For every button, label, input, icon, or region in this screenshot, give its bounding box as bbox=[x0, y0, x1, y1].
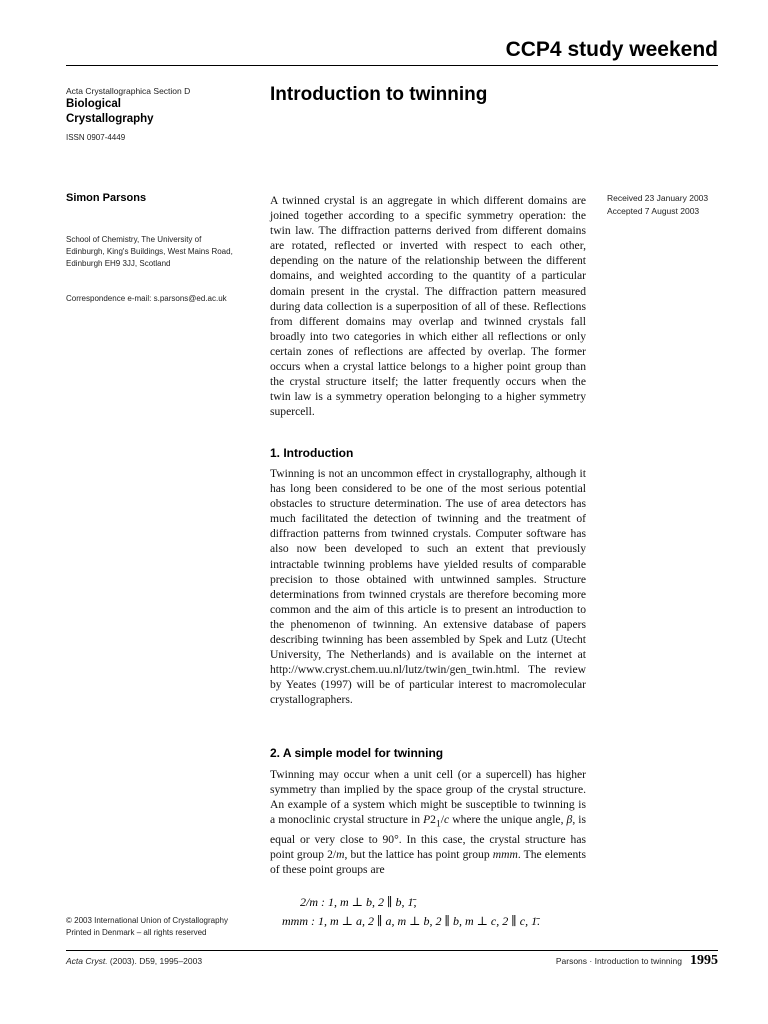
copyright-line-1: © 2003 International Union of Crystallography bbox=[66, 916, 228, 925]
abstract-text: A twinned crystal is an aggregate in which different domains are joined together according to a specific symmetry operation: the twin law. The diffraction patterns derived from different domains are rotated, reflected or inverted with respect to each other, depending on the nature of the relationship between the different domains, and weighted according to the quantity of a particular domain present in the crystal. The diffraction pattern measured during data collection is a superposition of all of these. Reflections from different domains may overlap and twinned crystals fall broadly into two categories in which either all reflections or only certain zones of reflections are affected by overlap. The former occurs when a crystal lattice belongs to a higher point group than the crystal structure itself; the latter frequently occurs when the twin law is a symmetry operation belonging to a higher symmetry supercell. bbox=[270, 194, 586, 419]
journal-section-line: Acta Crystallographica Section D bbox=[66, 86, 191, 96]
accepted-date: Accepted 7 August 2003 bbox=[607, 206, 700, 216]
section-2-heading: 2. A simple model for twinning bbox=[270, 746, 444, 760]
section-2-text-d: , but the lattice has point group bbox=[344, 847, 493, 861]
affiliation-line-3: Edinburgh EH9 3JJ, Scotland bbox=[66, 259, 171, 268]
footer-citation bbox=[66, 956, 202, 966]
running-head-text: Parsons · Introduction to twinning bbox=[555, 956, 682, 966]
journal-name bbox=[66, 97, 256, 127]
correspondence-email: Correspondence e-mail: s.parsons@ed.ac.uk bbox=[66, 294, 227, 303]
affiliation-line-1: School of Chemistry, The University of bbox=[66, 235, 202, 244]
equation-1: 2/m : 1, m ⊥ b, 2 ∥ b, 1̄, bbox=[300, 895, 417, 909]
section-1-body bbox=[270, 466, 586, 708]
copyright-line-2: Printed in Denmark – all rights reserved bbox=[66, 928, 207, 937]
equation-2: mmm : 1, m ⊥ a, 2 ∥ a, m ⊥ b, 2 ∥ b, m ⊥ c, 2 ∥ c, 1̄. bbox=[282, 914, 541, 928]
affiliation-line-2: Edinburgh, King's Buildings, West Mains Road, bbox=[66, 247, 233, 256]
journal-name-line-2: Crystallography bbox=[66, 113, 154, 125]
section-2-text-b: where the unique angle, bbox=[449, 813, 567, 827]
abstract bbox=[270, 193, 586, 419]
section-1-heading: 1. Introduction bbox=[270, 446, 354, 460]
beta-symbol: β bbox=[566, 813, 573, 827]
article-dates bbox=[607, 192, 708, 218]
copyright-notice bbox=[66, 915, 276, 939]
point-group-m: m bbox=[336, 847, 345, 861]
footer-running-head bbox=[556, 953, 718, 969]
section-2-text-a: Twinning may occur when a unit cell (or a supercell) has higher symmetry than implied by the space group of the crystal structure. An example of a system which might be susceptible to twinning is a monoclinic crystal structure in bbox=[270, 768, 586, 827]
point-group-mmm: mmm bbox=[492, 847, 518, 861]
author-affiliation bbox=[66, 234, 276, 270]
section-2-text-c: , is equal or very close to 90°. In this case, the crystal structure has point group 2/ bbox=[270, 813, 587, 861]
space-group-c: c bbox=[444, 813, 450, 827]
citation-details: (2003). D59, 1995–2003 bbox=[107, 956, 203, 966]
running-header-title: CCP4 study weekend bbox=[505, 38, 718, 61]
received-date: Received 23 January 2003 bbox=[607, 193, 709, 203]
journal-name-line-1: Biological bbox=[66, 98, 121, 110]
footer-divider bbox=[66, 950, 718, 951]
issn: ISSN 0907-4449 bbox=[66, 133, 126, 142]
section-2-text-e: . The elements of these point groups are bbox=[270, 847, 587, 876]
author-name: Simon Parsons bbox=[66, 192, 147, 204]
section-2-body bbox=[270, 767, 586, 877]
journal-abbreviation: Acta Cryst. bbox=[66, 956, 108, 966]
article-title: Introduction to twinning bbox=[270, 84, 488, 105]
page-number: 1995 bbox=[690, 953, 718, 968]
space-group-p: P bbox=[423, 813, 431, 827]
header-divider bbox=[66, 65, 718, 66]
section-1-text: Twinning is not an uncommon effect in crystallography, although it has long been considered to be one of the most serious potential obstacles to structure determination. The use of area detectors has much facilitated the detection of twinning and the treatment of diffraction patterns from twinned crystals. Computer software has also now been developed to such an extent that previously intractable twinning problems have yielded results of comparable precision to those obtained with untwinned samples. Structure determinations from twinned crystals are therefore becoming more common and the aim of this article is to present an introduction to the phenomenon of twinning. An extensive database of papers describing twinning has been assembled by Spek and Lutz (Utecht University, The Netherlands) and is available on the internet at http://www.cryst.chem.uu.nl/lutz/twin/gen_twin.html. The review by Yeates (1997) will be of particular interest to macromolecular crystallographers. bbox=[270, 467, 586, 707]
space-group-subscript: 1 bbox=[435, 818, 441, 830]
section-2-text: Twinning may occur when a unit cell (or a supercell) has higher symmetry than implied by the space group of the crystal structure. An example of a system which might be susceptible to twinning is a monoclinic crystal structure in $P2_1/c$ where the unique angle, β, is equal or very close to 90°. In this case, the crystal structure has point group 2/m, but the lattice has point group mmm. The elements of these point groups are bbox=[270, 768, 587, 876]
